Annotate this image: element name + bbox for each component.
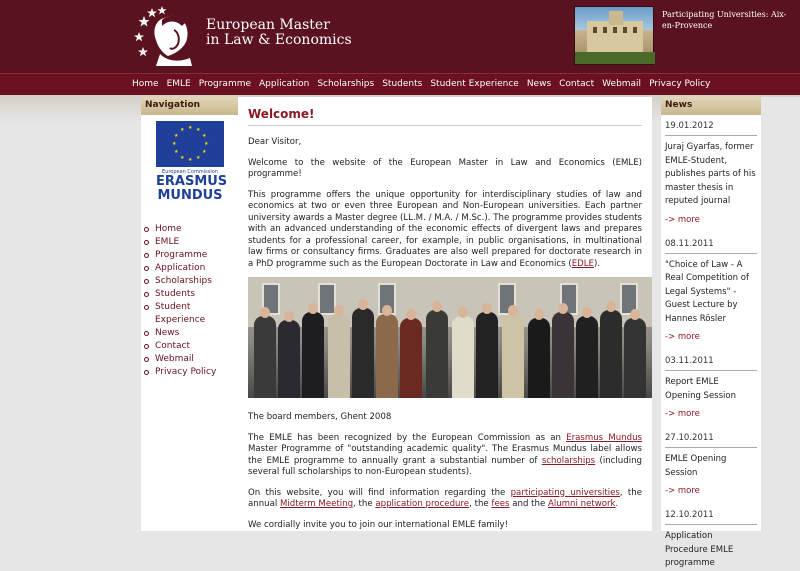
- nav-contact[interactable]: Contact: [559, 79, 595, 89]
- news-date: 27.10.2011: [665, 427, 757, 448]
- bullet-icon: [144, 370, 149, 375]
- news-sidebar: [661, 97, 761, 568]
- nav-emle[interactable]: EMLE: [166, 79, 191, 89]
- sidebar-item-label: Student: [155, 302, 191, 312]
- participating-universities-text: Participating Universities: Aix-en-Provence: [662, 10, 787, 30]
- sidebar-item-students[interactable]: [144, 288, 236, 301]
- erasmus-paragraph: The EMLE has been recognized by the European Commission as an Erasmus Mundus Master Programme of "outstanding academic quality". The Erasmus Mundus label allows the EMLE programme to annually grant a substantial number of scholarships (including several full scholarships to non-European students).: [248, 432, 643, 477]
- board-members-photo: [248, 277, 652, 398]
- nav-students[interactable]: Students: [382, 79, 423, 89]
- bullet-icon: [144, 266, 149, 271]
- news-list: [661, 115, 761, 571]
- sidebar-item-emle[interactable]: [144, 236, 236, 249]
- sidebar-item-label: EMLE: [155, 237, 180, 247]
- erasmus-mundus-link[interactable]: Erasmus Mundus: [566, 432, 643, 443]
- main-navigation: [0, 73, 800, 95]
- sidebar-item-label: Contact: [155, 341, 191, 351]
- news-date: 19.01.2012: [665, 115, 757, 136]
- erasmus-portrait-logo[interactable]: [134, 4, 198, 66]
- edle-link[interactable]: EDLE: [571, 258, 594, 269]
- sidebar-item-news[interactable]: [144, 327, 236, 340]
- sidebar-item-label: Application: [155, 263, 206, 273]
- alumni-network-link[interactable]: Alumni network: [547, 499, 616, 509]
- sidebar-item-home[interactable]: [144, 223, 236, 236]
- bullet-icon: [144, 253, 149, 258]
- site-header: [0, 0, 800, 73]
- bullet-icon: [144, 331, 149, 336]
- sidebar-item-programme[interactable]: [144, 249, 236, 262]
- left-sidebar: [141, 97, 238, 531]
- news-more-link[interactable]: -> more: [665, 409, 700, 419]
- nav-programme[interactable]: Programme: [198, 79, 252, 89]
- fees-link[interactable]: fees: [491, 499, 510, 509]
- mundus-word: MUNDUS: [157, 188, 223, 203]
- news-headline: Report EMLE Opening Session: [665, 377, 736, 401]
- news-headline: EMLE Opening Session: [665, 454, 727, 478]
- bullet-icon: [144, 227, 149, 232]
- participating-universities-link[interactable]: participating universities: [510, 487, 620, 498]
- sidebar-item-label: News: [155, 328, 180, 338]
- sidebar-item-label: Experience: [155, 315, 206, 325]
- photo-caption: The board members, Ghent 2008: [248, 412, 392, 422]
- bullet-icon: [144, 305, 149, 310]
- sidebar-item-label: Programme: [155, 250, 208, 260]
- sidebar-item-application[interactable]: [144, 262, 236, 275]
- news-heading: News: [661, 97, 761, 115]
- nav-privacy-policy[interactable]: Privacy Policy: [649, 79, 711, 89]
- erasmus-word: ERASMUS: [156, 174, 228, 189]
- bullet-icon: [144, 240, 149, 245]
- news-date: 12.10.2011: [665, 504, 757, 525]
- scholarships-link[interactable]: scholarships: [541, 455, 596, 466]
- sidebar-item-contact[interactable]: [144, 340, 236, 353]
- nav-news[interactable]: News: [526, 79, 552, 89]
- sidebar-item-label: Privacy Policy: [155, 367, 217, 377]
- news-more-link[interactable]: -> more: [665, 332, 700, 342]
- bullet-icon: [144, 344, 149, 349]
- nav-home[interactable]: Home: [132, 79, 159, 89]
- nav-application[interactable]: Application: [259, 79, 310, 89]
- main-content: [238, 97, 652, 531]
- greeting-text: Dear Visitor,: [248, 137, 302, 147]
- sidebar-heading: Navigation: [141, 97, 238, 115]
- sidebar-item-scholarships[interactable]: [144, 275, 236, 288]
- sidebar-item-student-experience[interactable]: [144, 301, 236, 314]
- sidebar-menu: [144, 223, 236, 379]
- news-headline: Application Procedure EMLE programme: [665, 531, 734, 568]
- nav-webmail[interactable]: Webmail: [602, 79, 642, 89]
- sidebar-item-student-experience-cont[interactable]: [144, 314, 236, 327]
- programme-paragraph: This programme offers the unique opportunity for interdisciplinary studies of law and economics at two or even three European and Non-European universities. Each partner university awards a Master degree (LL.M. / M.A. / M.Sc.). The programme provides students with an advanced understanding of the economic effects of divergent laws and prepares students for a professional career, for example, in public organisations, in multinational law firms or consultancy firms. Graduates are also well prepared for doctorate research in a PhD programme such as the European Doctorate in Law and Economics (EDLE).: [248, 189, 642, 269]
- news-headline: Juraj Gyarfas, former EMLE-Student, publishes parts of his master thesis in reputed journal: [665, 142, 756, 206]
- bullet-icon: [144, 357, 149, 362]
- invitation-paragraph: We cordially invite you to join our international EMLE family!: [248, 519, 509, 530]
- sidebar-item-label: Webmail: [155, 354, 194, 364]
- sidebar-item-webmail[interactable]: [144, 353, 236, 366]
- page-title: Welcome!: [248, 97, 642, 126]
- news-date: 03.11.2011: [665, 350, 757, 371]
- application-procedure-link[interactable]: application procedure: [375, 499, 470, 509]
- news-more-link[interactable]: -> more: [665, 214, 700, 225]
- university-building-photo[interactable]: [574, 6, 654, 65]
- site-title[interactable]: [206, 18, 352, 48]
- intro-paragraph: Welcome to the website of the European Master in Law and Economics (EMLE) programme!: [248, 157, 642, 179]
- news-more-link[interactable]: -> more: [665, 486, 700, 496]
- ec-label: European Commission: [162, 169, 218, 175]
- sidebar-item-privacy-policy[interactable]: [144, 366, 236, 379]
- site-title-line1: European Master: [206, 17, 330, 33]
- news-headline: "Choice of Law - A Real Competition of Legal Systems" - Guest Lecture by Hannes Rösler: [665, 259, 749, 324]
- news-date: 08.11.2011: [665, 233, 757, 254]
- bullet-icon: [144, 292, 149, 297]
- nav-student-experience[interactable]: Student Experience: [430, 79, 519, 89]
- midterm-meeting-link[interactable]: Midterm Meeting: [280, 499, 354, 509]
- information-paragraph: On this website, you will find information regarding the participating universities, the annual Midterm Meeting, the application procedure, the fees and the Alumni network.: [248, 487, 643, 509]
- site-title-line2: in Law & Economics: [206, 32, 352, 48]
- erasmus-mundus-logo[interactable]: [156, 121, 228, 203]
- sidebar-item-label: Scholarships: [155, 276, 212, 286]
- sidebar-item-label: Students: [155, 289, 196, 299]
- eu-flag-icon: ★ ★ ★ ★ ★ ★ ★ ★ ★ ★ ★ ★: [156, 121, 224, 167]
- bullet-icon: [144, 279, 149, 284]
- sidebar-item-label: Home: [155, 224, 182, 234]
- right-margin: [761, 97, 800, 531]
- nav-scholarships[interactable]: Scholarships: [317, 79, 375, 89]
